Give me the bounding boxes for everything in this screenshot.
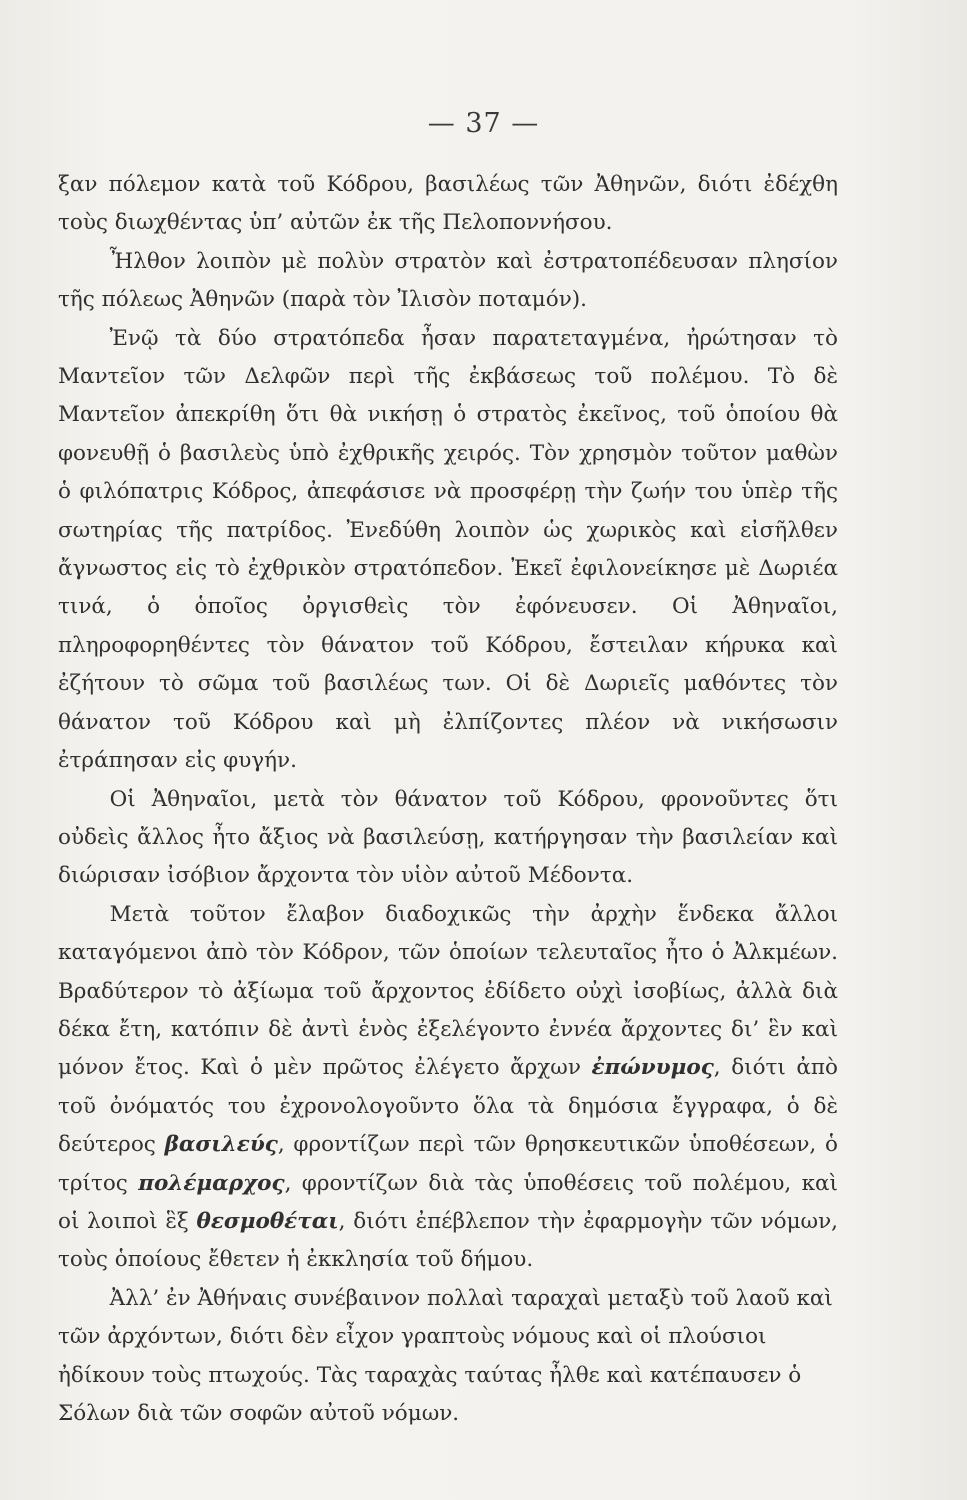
paragraph-2 bbox=[58, 243, 838, 320]
text-segment: Μετὰ τοῦτον ἔλαβον διαδοχικῶς τὴν ἀρχὴν ἕνδεκα ἄλλοι καταγόμενοι ἀπὸ τὸν Κόδρον, τῶν ὁποίων τελευταῖος ἦτο ὁ Ἀλκμέων. Βραδύτερον τὸ ἀξίωμα τοῦ ἄρχοντος ἐδίδετο οὐχὶ ἰσοβίως, ἀλλὰ διὰ δέκα ἔτη, κατόπιν δὲ ἀντὶ ἑνὸς ἐξελέγοντο ἐννέα ἄρχοντες δι’ ἓν καὶ μόνον ἔτος. Καὶ ὁ μὲν πρῶτος ἐλέγετο ἄρχων bbox=[58, 901, 838, 1081]
term-eponymos: ἐπώνυμος bbox=[591, 1055, 714, 1081]
term-polemarchos: πολέμαρχος bbox=[138, 1170, 285, 1196]
text-segment: , φροντίζων περὶ τῶν θρησκευτικῶν ὑποθέσεων, ὁ τρίτος bbox=[58, 1132, 838, 1196]
term-basileus: βασιλεύς bbox=[164, 1132, 278, 1158]
paragraph-1 bbox=[58, 166, 838, 243]
paragraph-3 bbox=[58, 320, 838, 781]
body-text bbox=[58, 166, 838, 1433]
page-number: — 37 — bbox=[427, 108, 540, 139]
text-segment: , διότι ἐπέβλεπον τὴν ἐφαρμογὴν τῶν νόμων, τοὺς ὁποίους ἔθετεν ἡ ἐκκλησία τοῦ δήμου. bbox=[58, 1208, 838, 1273]
text-segment: Ἦλθον λοιπὸν μὲ πολὺν στρατὸν καὶ ἐστρατοπέδευσαν πλησίον τῆς πόλεως Ἀθηνῶν (παρὰ τὸν Ἰλισὸν ποταμόν). bbox=[58, 248, 838, 313]
text-segment: Οἱ Ἀθηναῖοι, μετὰ τὸν θάνατον τοῦ Κόδρου, φρονοῦντες ὅτι οὐδεὶς ἄλλος ἦτο ἄξιος νὰ βασιλεύσῃ, κατήργησαν τὴν βασιλείαν καὶ διώρισαν ἰσόβιον ἄρχοντα τὸν υἱὸν αὐτοῦ Μέδοντα. bbox=[58, 786, 838, 889]
text-segment: Ἐνῷ τὰ δύο στρατόπεδα ἦσαν παρατεταγμένα, ἠρώτησαν τὸ Μαντεῖον τῶν Δελφῶν περὶ τῆς ἐκβάσεως τοῦ πολέμου. Τὸ δὲ Μαντεῖον ἀπεκρίθη ὅτι θὰ νικήσῃ ὁ στρατὸς ἐκεῖνος, τοῦ ὁποίου θὰ φονευθῇ ὁ βασιλεὺς ὑπὸ ἐχθρικῆς χειρός. Τὸν χρησμὸν τοῦτον μαθὼν ὁ φιλόπατρις Κόδρος, ἀπεφάσισε νὰ προσφέρῃ τὴν ζωήν του ὑπὲρ τῆς σωτηρίας τῆς πατρίδος. Ἐνεδύθη λοιπὸν ὡς χωρικὸς καὶ εἰσῆλθεν ἄγνωστος εἰς τὸ ἐχθρικὸν στρατόπεδον. Ἐκεῖ ἐφιλονείκησε μὲ Δωριέα τινά, ὁ ὁποῖος ὀργισθεὶς τὸν ἐφόνευσεν. Οἱ Ἀθηναῖοι, πληροφορηθέντες τὸν θάνατον τοῦ Κόδρου, ἔστειλαν κήρυκα καὶ ἐζήτουν τὸ σῶμα τοῦ βασιλέως των. Οἱ δὲ Δωριεῖς μαθόντες τὸν θάνατον τοῦ Κόδρου καὶ μὴ ἐλπίζοντες πλέον νὰ νικήσωσιν ἐτράπησαν εἰς φυγήν. bbox=[58, 325, 838, 774]
text-segment: , διότι ἀπὸ τοῦ ὀνόματός του ἐχρονολογοῦντο ὅλα τὰ δημόσια ἔγγραφα, ὁ δὲ δεύτερος bbox=[58, 1055, 839, 1158]
paragraph-4 bbox=[58, 781, 838, 896]
text-segment: ξαν πόλεμον κατὰ τοῦ Κόδρου, βασιλέως τῶν Ἀθηνῶν, διότι ἐδέχθη τοὺς διωχθέντας ὑπ’ αὐτῶν ἐκ τῆς Πελοποννήσου. bbox=[58, 172, 838, 236]
text-segment: Ἀλλ’ ἐν Ἀθήναις συνέβαινον πολλαὶ ταραχαὶ μεταξὺ τοῦ λαοῦ καὶ τῶν ἀρχόντων, διότι δὲν εἶχον γραπτοὺς νόμους καὶ οἱ πλούσιοι ἠδίκουν τοὺς πτωχούς. Τὰς ταραχὰς ταύτας ἦλθε καὶ κατέπαυσεν ὁ Σόλων διὰ τῶν σοφῶν αὐτοῦ νόμων. bbox=[58, 1285, 833, 1426]
paragraph-6 bbox=[58, 1280, 838, 1434]
text-segment: , φροντίζων διὰ τὰς ὑποθέσεις τοῦ πολέμου, καὶ οἱ λοιποὶ ἓξ bbox=[58, 1170, 838, 1234]
paragraph-5 bbox=[58, 896, 838, 1280]
term-thesmothetai: θεσμοθέται bbox=[196, 1208, 339, 1234]
